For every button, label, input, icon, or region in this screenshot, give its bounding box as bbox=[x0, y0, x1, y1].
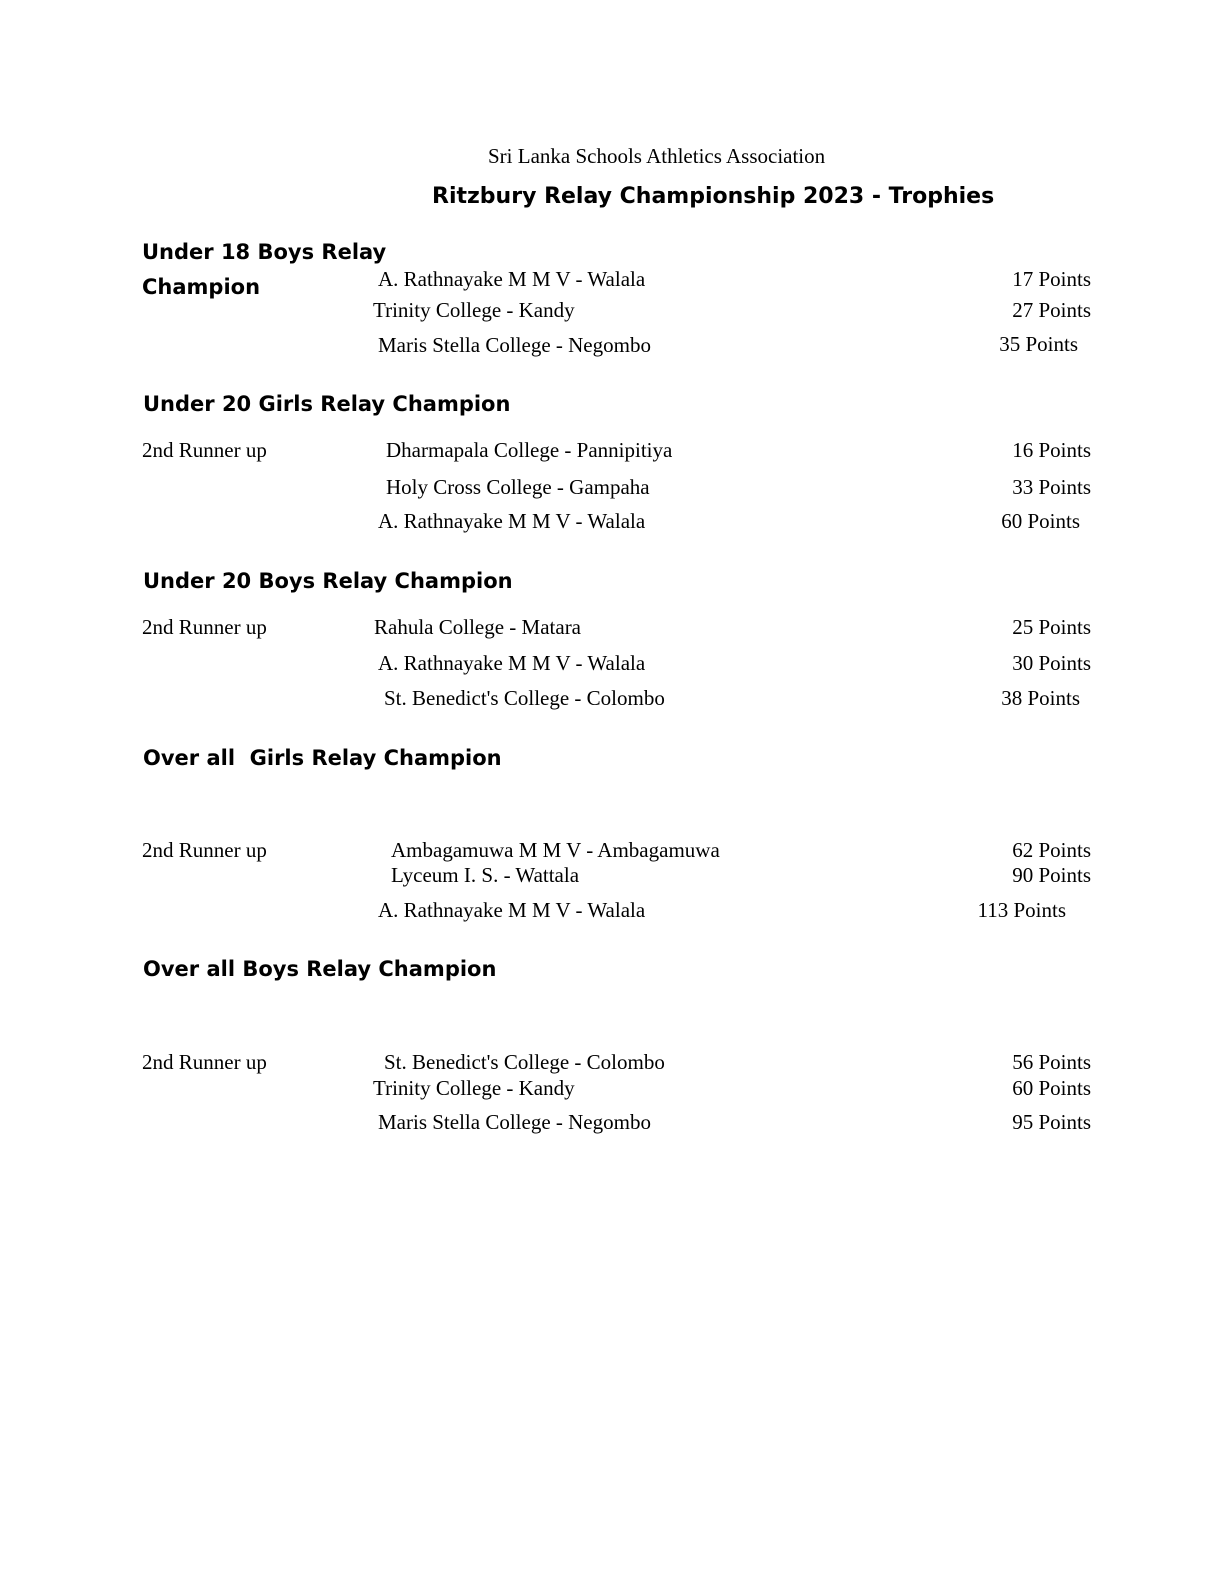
points-value: 113 Points bbox=[977, 898, 1066, 922]
school-name: A. Rathnayake M M V - Walala bbox=[378, 267, 646, 291]
points-value: 35 Points bbox=[999, 332, 1078, 356]
section-heading: Over all Girls Relay Champion bbox=[143, 746, 502, 770]
school-name: A. Rathnayake M M V - Walala bbox=[378, 898, 646, 922]
section-heading: Over all Boys Relay Champion bbox=[143, 957, 497, 981]
school-name: Trinity College - Kandy bbox=[373, 298, 575, 322]
school-name: A. Rathnayake M M V - Walala bbox=[378, 651, 646, 675]
points-value: 56 Points bbox=[1012, 1050, 1091, 1074]
points-value: 17 Points bbox=[1012, 267, 1091, 291]
position-label: 2nd Runner up bbox=[142, 438, 267, 462]
points-value: 25 Points bbox=[1012, 615, 1091, 639]
section-heading: Champion bbox=[142, 275, 261, 299]
organization-name: Sri Lanka Schools Athletics Association bbox=[488, 144, 826, 168]
points-value: 60 Points bbox=[1001, 509, 1080, 533]
section-heading: Under 18 Boys Relay bbox=[142, 240, 387, 264]
school-name: Holy Cross College - Gampaha bbox=[386, 475, 650, 499]
page-title: Ritzbury Relay Championship 2023 - Trophies bbox=[432, 184, 995, 209]
school-name: Maris Stella College - Negombo bbox=[378, 1110, 651, 1134]
school-name: Lyceum I. S. - Wattala bbox=[391, 863, 580, 887]
position-label: 2nd Runner up bbox=[142, 838, 267, 862]
position-label: 2nd Runner up bbox=[142, 1050, 267, 1074]
points-value: 60 Points bbox=[1012, 1076, 1091, 1100]
school-name: A. Rathnayake M M V - Walala bbox=[378, 509, 646, 533]
school-name: Trinity College - Kandy bbox=[373, 1076, 575, 1100]
school-name: St. Benedict's College - Colombo bbox=[384, 686, 665, 710]
section-heading: Under 20 Girls Relay Champion bbox=[143, 392, 511, 416]
school-name: Rahula College - Matara bbox=[374, 615, 582, 639]
section-heading: Under 20 Boys Relay Champion bbox=[143, 569, 513, 593]
points-value: 16 Points bbox=[1012, 438, 1091, 462]
school-name: Ambagamuwa M M V - Ambagamuwa bbox=[391, 838, 720, 862]
school-name: St. Benedict's College - Colombo bbox=[384, 1050, 665, 1074]
points-value: 27 Points bbox=[1012, 298, 1091, 322]
school-name: Dharmapala College - Pannipitiya bbox=[386, 438, 673, 462]
position-label: 2nd Runner up bbox=[142, 615, 267, 639]
points-value: 95 Points bbox=[1012, 1110, 1091, 1134]
points-value: 38 Points bbox=[1001, 686, 1080, 710]
points-value: 62 Points bbox=[1012, 838, 1091, 862]
points-value: 33 Points bbox=[1012, 475, 1091, 499]
points-value: 30 Points bbox=[1012, 651, 1091, 675]
points-value: 90 Points bbox=[1012, 863, 1091, 887]
school-name: Maris Stella College - Negombo bbox=[378, 333, 651, 357]
